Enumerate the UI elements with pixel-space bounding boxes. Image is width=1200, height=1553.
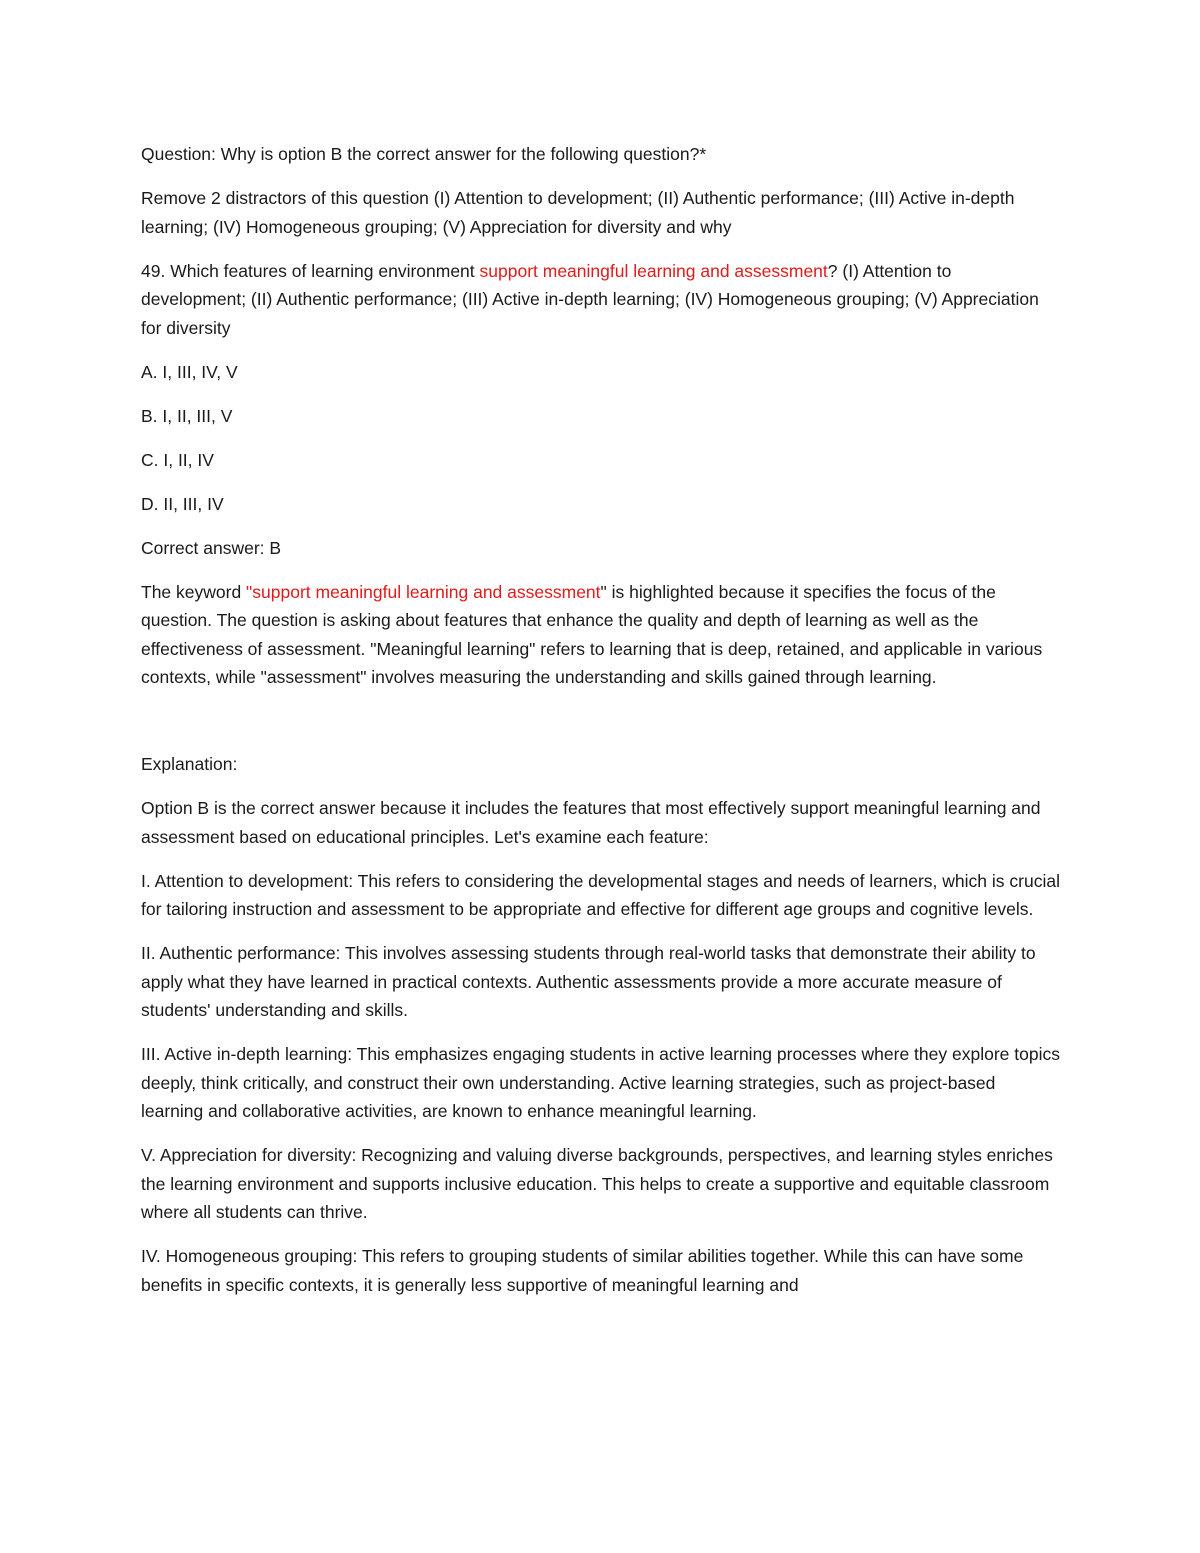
question-line: Question: Why is option B the correct answer for the following question?* [141, 144, 707, 164]
feature-item [141, 1242, 1061, 1299]
feature-number: IV. [141, 1246, 161, 1266]
question-49-suffix: ? (I) Attention to development; (II) Authentic performance; (III) Active in-depth learning; (IV) Homogeneous grouping; (V) Appreciation for diversity [141, 260, 1039, 338]
option-c: C. I, II, IV [141, 449, 214, 470]
feature-text: Homogeneous grouping: This refers to grouping students of similar abilities together. While this can have some benefits in specific contexts, it is generally less supportive of meaningful learning and [141, 1246, 1024, 1295]
feature-text: Active in-depth learning: This emphasizes engaging students in active learning processes where they explore topics deeply, think critically, and construct their own understanding. Active learning strategies, such as project-based learning and collaborative activities, are known to enhance meaningful learning. [141, 1044, 1060, 1121]
keyword-paragraph [141, 578, 1061, 692]
feature-number: I. [141, 870, 151, 891]
feature-number: V. [141, 1145, 156, 1165]
option-a: A. I, III, IV, V [141, 361, 238, 382]
question-49 [141, 257, 1061, 343]
explanation-intro: Option B is the correct answer because it includes the features that most effectively support meaningful learning and assessment based on educational principles. Let's examine each feature: [141, 798, 1041, 847]
feature-text: Authentic performance: This involves assessing students through real-world tasks that demonstrate their ability to apply what they have learned in practical contexts. Authentic assessments provide a more accurate measure of students' understanding and skills. [141, 943, 1036, 1020]
question-49-prefix: 49. Which features of learning environment [141, 260, 480, 281]
keyword-highlight: "support meaningful learning and assessment [246, 581, 601, 602]
keyword-suffix: " is highlighted because it specifies the focus of the question. The question is asking about features that enhance the quality and depth of learning as well as the effectiveness of assessment. "Meaningful learning" refers to learning that is deep, retained, and applicable in various contexts, while "assessment" involves measuring the understanding and skills gained through learning. [141, 581, 1043, 687]
option-b: B. I, II, III, V [141, 405, 233, 426]
question-49-highlight: support meaningful learning and assessment [479, 260, 828, 281]
feature-number: III. [141, 1044, 161, 1064]
feature-item [141, 1141, 1061, 1227]
correct-answer: Correct answer: B [141, 537, 282, 558]
feature-text: Attention to development: This refers to considering the developmental stages and needs of learners, which is crucial for tailoring instruction and assessment to be appropriate and effective for different age groups and cognitive levels. [141, 870, 1060, 919]
option-d: D. II, III, IV [141, 493, 224, 514]
feature-item [141, 939, 1061, 1025]
feature-text: Appreciation for diversity: Recognizing and valuing diverse backgrounds, perspectives, and learning styles enriches the learning environment and supports inclusive education. This helps to create a supportive and equitable classroom where all students can thrive. [141, 1145, 1053, 1222]
keyword-prefix: The keyword [141, 581, 247, 602]
feature-item [141, 867, 1061, 924]
blank-line [141, 707, 1061, 750]
feature-number: II. [141, 943, 156, 963]
explanation-heading: Explanation: [141, 754, 238, 774]
distractor-instruction: Remove 2 distractors of this question (I) Attention to development; (II) Authentic performance; (III) Active in-depth learning; (IV) Homogeneous grouping; (V) Appreciation for diversity and why [141, 188, 1015, 237]
document-page [141, 140, 1061, 1315]
feature-item [141, 1040, 1061, 1126]
